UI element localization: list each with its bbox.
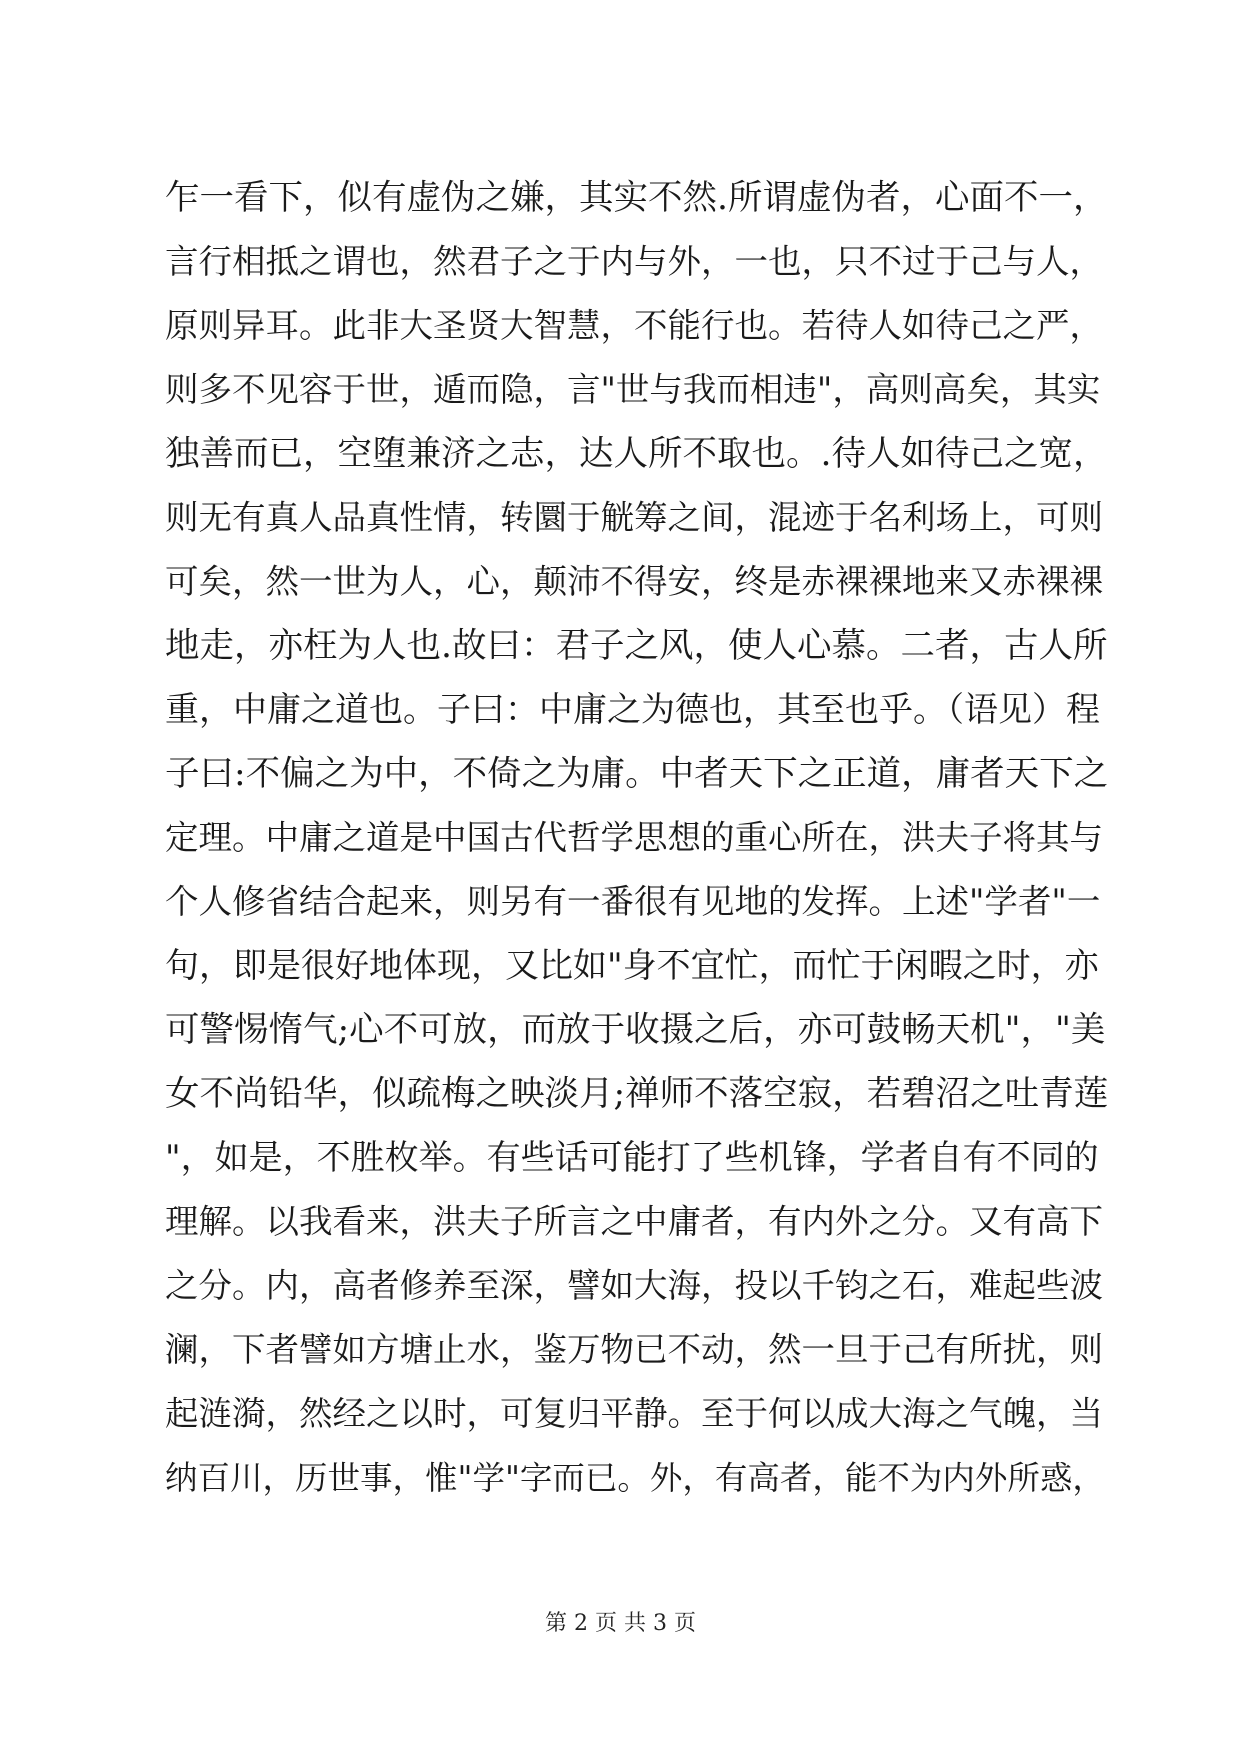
page-number-indicator: 第 2 页 共 3 页 [545, 1611, 696, 1636]
text-line: 原则异耳。此非大圣贤大智慧，不能行也。若待人如待己之严， [165, 306, 1103, 345]
text-line: 则无有真人品真性情，转圜于觥筹之间，混迹于名利场上，可则 [165, 498, 1103, 537]
text-line: 可警惕惰气;心不可放，而放于收摄之后，亦可鼓畅天机"，"美 [165, 1010, 1106, 1050]
text-line: 则多不见容于世，遁而隐，言"世与我而相违"，高则高矣，其实 [165, 370, 1101, 409]
page-footer [0, 1610, 1241, 1638]
text-line: 可矣，然一世为人，心，颠沛不得安，终是赤裸裸地来又赤裸裸 [165, 562, 1103, 601]
text-line: 之分。内，高者修养至深，譬如大海，投以千钧之石，难起些波 [165, 1266, 1103, 1305]
text-line: 句，即是很好地体现，又比如"身不宜忙，而忙于闲暇之时，亦 [165, 946, 1099, 986]
text-line: "，如是，不胜枚举。有些话可能打了些机锋，学者自有不同的 [165, 1138, 1099, 1178]
text-line: 纳百川，历世事，惟"学"字而已。外，有高者，能不为内外所惑， [165, 1459, 1105, 1497]
text-line: 独善而已，空堕兼济之志，达人所不取也。.待人如待己之宽， [165, 434, 1108, 474]
text-line: 地走，亦枉为人也.故曰：君子之风，使人心慕。二者，古人所 [165, 626, 1108, 666]
text-line: 理解。以我看来，洪夫子所言之中庸者，有内外之分。又有高下 [165, 1202, 1103, 1241]
text-line: 起涟漪，然经之以时，可复归平静。至于何以成大海之气魄，当 [165, 1394, 1103, 1433]
text-line: 女不尚铅华，似疏梅之映淡月;禅师不落空寂，若碧沼之吐青莲 [165, 1074, 1109, 1114]
text-line: 澜，下者譬如方塘止水，鉴万物已不动，然一旦于己有所扰，则 [165, 1330, 1103, 1369]
text-line: 子曰:不偏之为中，不倚之为庸。中者天下之正道，庸者天下之 [165, 754, 1109, 794]
text-line: 个人修省结合起来，则另有一番很有见地的发挥。上述"学者"一 [165, 882, 1101, 921]
text-line: 重，中庸之道也。子曰：中庸之为德也，其至也乎。（语见）程 [165, 690, 1100, 730]
text-line: 乍一看下，似有虚伪之嫌，其实不然.所谓虚伪者，心面不一， [165, 178, 1108, 218]
text-line: 言行相抵之谓也，然君子之于内与外，一也，只不过于己与人， [165, 242, 1103, 281]
text-line: 定理。中庸之道是中国古代哲学思想的重心所在，洪夫子将其与 [165, 818, 1103, 857]
